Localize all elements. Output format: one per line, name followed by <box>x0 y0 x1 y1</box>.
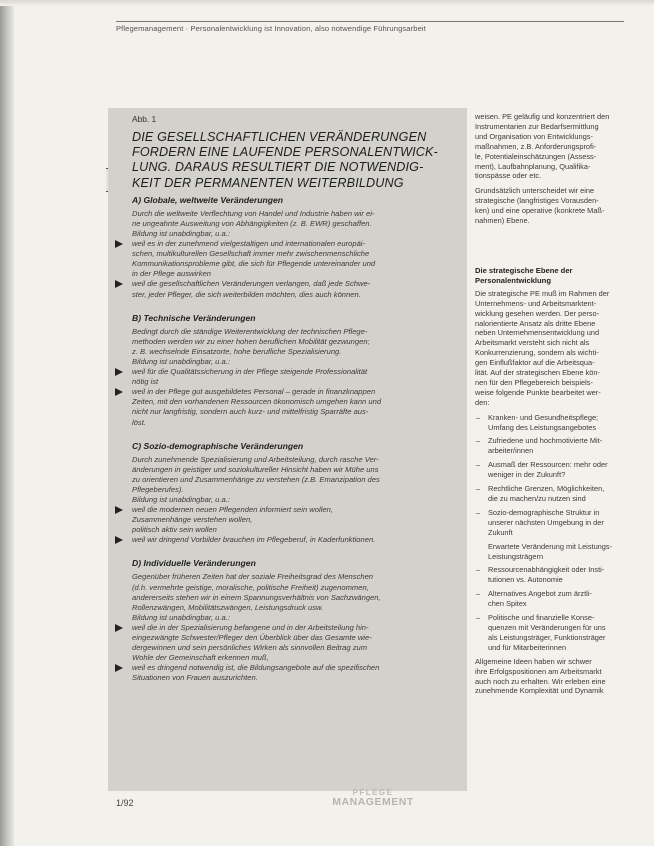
text-line: nötig ist <box>132 377 159 387</box>
dash-item <box>475 484 643 504</box>
text-line: weil die in der Spezialisierung befangene und in der Arbeitsteilung hin- <box>132 622 369 632</box>
text-line: nalorientierte Ansatz als dritte Ebene <box>475 318 596 328</box>
page-number: 1/92 <box>116 798 134 808</box>
text-line: Durch die weltweite Verflechtung von Handel und Industrie haben wir ei- <box>132 208 375 218</box>
text-line: politisch aktiv sein wollen <box>132 525 217 535</box>
scan-edge <box>0 0 14 846</box>
right-paragraph <box>475 657 643 697</box>
text-line: quenzen mit Veränderungen für uns <box>488 622 606 632</box>
heading-line: Personalentwicklung <box>475 275 551 285</box>
section-heading <box>475 266 643 286</box>
dash-item <box>475 436 643 456</box>
title-line: KEIT DER PERMANENTEN WEITERBILDUNG <box>132 175 404 190</box>
text-line: Rollenzwängen, Mobilitätszwängen, Leistungsdruck usw. <box>132 602 324 612</box>
text-line: ment), Laufbahnplanung, Qualifika- <box>475 161 591 171</box>
logo-line: MANAGEMENT <box>332 796 414 808</box>
heading-line: Die strategische Ebene der <box>475 265 573 275</box>
triangle-bullet-icon <box>115 240 123 248</box>
text-line: schen, multikulturellen Gesellschaft immer mehr zwischenmenschliche <box>132 249 370 259</box>
text-line: gen Einflußfaktor auf die Arbeitsqua- <box>475 358 595 368</box>
journal-logo <box>322 789 424 808</box>
triangle-bullet-icon <box>115 368 123 376</box>
triangle-bullet-icon <box>115 664 123 672</box>
figure-label: Abb. 1 <box>132 114 157 124</box>
text-line: ken) und eine operative (konkrete Maß- <box>475 206 605 216</box>
text-line: und für Mitarbeiterinnen <box>488 642 567 652</box>
text-line: Zusammenhänge verstehen wollen, <box>132 515 253 525</box>
text-line: Unternehmens- und Arbeitsmarktent- <box>475 298 597 308</box>
text-line: weil in der Pflege gut ausgebildetes Personal – gerade in finanzknappen <box>132 387 376 397</box>
text-line: nahmen) Ebene. <box>475 216 530 226</box>
scan-edge-top <box>0 0 654 6</box>
text-line: Allgemeine Ideen haben wir schwer <box>475 656 592 666</box>
triangle-bullet-icon <box>115 280 123 288</box>
text-line: Instrumentarien zur Bedarfsermittlung <box>475 121 599 131</box>
text-line: Gegenüber früheren Zeiten hat der soziale Freiheitsgrad des Menschen <box>132 572 374 582</box>
dash-item <box>475 508 643 538</box>
dash-item <box>475 460 643 480</box>
dash-item <box>475 565 643 585</box>
text-line: weil für die Qualitätssicherung in der Pflege steigende Professionalität <box>132 367 368 377</box>
text-line: unserer nächsten Umgebung in der <box>488 517 604 527</box>
text-line: z. B. wechselnde Einsatzorte, hohe berufliche Spezialisierung. <box>132 346 342 356</box>
text-line: ster, jeder Pfleger, die sich weiterbilden möchten, dies auch können. <box>132 289 361 299</box>
text-line: Zeiten, mit den vorhandenen Ressourcen ökonomisch umgehen kann und <box>132 397 382 407</box>
text-line: Bedingt durch die ständige Weiterentwicklung der technischen Pflege- <box>132 326 368 336</box>
text-line: in der Pflege auswirken <box>132 269 211 279</box>
dash-item <box>475 613 643 653</box>
text-line: methoden werden wir zu einer hohen beruflichen Mobilität gezwungen; <box>132 336 370 346</box>
text-line: Bildung ist unabdingbar, u.a.: <box>132 229 230 238</box>
text-line: lität. Auf der strategischen Ebene kön- <box>475 368 600 378</box>
section-c-intro <box>132 455 457 505</box>
text-line: – Sozio-demographische Struktur in <box>488 507 600 517</box>
right-paragraph <box>475 186 643 226</box>
title-line: DIE GESELLSCHAFTLICHEN VERÄNDERUNGEN <box>132 130 427 144</box>
bullet-item <box>132 535 457 545</box>
text-line: Wohle der Gemeinschaft erkennen muß, <box>132 653 269 663</box>
text-line: änderungen in geistiger und soziokultureller Hinsicht haben wir Mühe uns <box>132 464 379 474</box>
text-line: Durch zunehmende Spezialisierung und Arbeitsteilung, durch rasche Ver- <box>132 454 379 464</box>
title-line: FORDERN EINE LAUFENDE PERSONALENTWICK- <box>132 145 438 160</box>
right-column <box>475 112 643 816</box>
figure-title <box>132 130 457 191</box>
text-line: Umfang des Leistungsangebotes <box>488 422 597 432</box>
text-line: – Politische und finanzielle Konse- <box>488 613 595 623</box>
text-line: strategische (langfristiges Vorausden- <box>475 196 599 206</box>
bullet-item <box>132 623 457 663</box>
text-line: weise folgende Punkte bearbeitet wer- <box>475 387 601 397</box>
triangle-bullet-icon <box>115 624 123 632</box>
text-line: die zu machen/zu nutzen sind <box>488 494 586 503</box>
text-line: Bildung ist unabdingbar, u.a.: <box>132 356 230 366</box>
text-line: ne ungeahnte Ausweitung von Abhängigkeiten (z. B. EWR) geschaffen. <box>132 218 372 228</box>
text-line: zunehmende Komplexität und Dynamik <box>475 686 604 696</box>
text-line: Leistungsträgern <box>488 551 544 561</box>
bullet-item <box>132 387 457 427</box>
text-line: chen Spitex <box>488 599 527 609</box>
text-line: weil die gesellschaftlichen Veränderungen verlangen, daß jede Schwe- <box>132 279 371 289</box>
section-a-intro <box>132 209 457 239</box>
text-line: löst. <box>132 417 146 427</box>
text-line: Konkurrenzierung, sondern als wichti- <box>475 348 599 358</box>
text-line: Grundsätzlich unterscheidet wir eine <box>475 186 595 196</box>
title-line: LUNG. DARAUS RESULTIERT DIE NOTWENDIG- <box>132 160 424 175</box>
text-line: nicht nur langfristig, sondern auch kurz- und mittelfristig Sparräfte aus- <box>132 407 369 417</box>
text-line: den: <box>475 397 490 407</box>
text-line: maßnahmen, z.B. Anforderungsprofi- <box>475 141 597 151</box>
text-line: arbeiter/innen <box>488 446 534 456</box>
bullet-item <box>132 279 457 299</box>
section-d-title: D) Individuelle Veränderungen <box>132 558 256 569</box>
text-line: als Leistungsträger, Funktionsträger <box>488 632 606 642</box>
text-line: weil es dringend notwendig ist, die Bildungsangebote auf die spezifischen <box>132 663 380 673</box>
text-line: Situationen von Frauen auszurichten. <box>132 673 258 683</box>
text-line: weil die modernen neuen Pflegenden informiert sein wollen, <box>132 505 333 515</box>
text-line: ihre Erfolgspositionen am Arbeitsmarkt <box>475 666 602 676</box>
text-line: tutionen vs. Autonomie <box>488 575 563 585</box>
triangle-bullet-icon <box>115 536 123 544</box>
text-line: Zukunft <box>488 527 513 537</box>
section-b-intro <box>132 327 457 367</box>
text-line: weil wir dringend Vorbilder brauchen im Pflegeberuf, in Kaderfunktionen. <box>132 535 376 545</box>
dash-item <box>475 413 643 433</box>
text-line: und Organisation von Entwicklungs- <box>475 131 593 141</box>
text-line: weniger in der Zukunft? <box>488 470 566 480</box>
text-line: Die strategische PE muß im Rahmen der <box>475 288 610 298</box>
text-line: Bildung ist unabdingbar, u.a.: <box>132 612 230 622</box>
text-line: dergewinnen und sein persönliches Wirken als sinnvollen Beitrag zum <box>132 643 368 653</box>
text-line: (d.h. vermehrte geistige, moralische, politische Freiheit) zugenommen, <box>132 582 369 592</box>
bullet-item <box>132 239 457 279</box>
text-line: Erwartete Veränderung mit Leistungs- <box>488 541 613 551</box>
text-line: wicklung gesehen werden. Der perso- <box>475 308 600 318</box>
text-line: Kommunikationsprobleme gibt, die sich für Pflegende untereinander und <box>132 259 376 269</box>
text-line: Bildung ist unabdingbar, u.a.: <box>132 494 230 504</box>
text-line: andererseits stehen wir in einem Spannungsverhältnis von Sachzwängen, <box>132 592 381 602</box>
section-b-title: B) Technische Veränderungen <box>132 312 256 323</box>
text-line: – Rechtliche Grenzen, Möglichkeiten, <box>488 484 605 494</box>
text-line: auch noch zu erhalten. Wir erleben eine <box>475 676 606 686</box>
section-d-intro <box>132 572 457 622</box>
text-line: – Kranken- und Gesundheitspflege; <box>488 412 599 422</box>
indented-note <box>475 542 643 562</box>
triangle-bullet-icon <box>115 388 123 396</box>
text-line: neben Unternehmensentwicklung und <box>475 328 600 338</box>
text-line: Arbeitsmarkt versteht sich nicht als <box>475 338 590 348</box>
text-line: le, Potentialeinschätzungen (Assess- <box>475 151 597 161</box>
figure-box <box>108 108 467 791</box>
text-line: – Ressourcenabhängigkeit oder Insti- <box>488 565 605 575</box>
text-line: weil es in der zunehmend vielgestaltigen und internationalen europäi- <box>132 239 366 249</box>
text-line: weisen. PE geläufig und konzentriert den <box>475 112 610 121</box>
bullet-item <box>132 367 457 387</box>
text-line: eingezwängte Schwester/Pfleger den Überblick über das Gesamte wie- <box>132 633 372 642</box>
triangle-bullet-icon <box>115 506 123 514</box>
text-line: – Ausmaß der Ressourcen: mehr oder <box>488 460 608 470</box>
text-line: zu orientieren und Zusammenhänge zu verstehen (z.B. Emanzipation des <box>132 474 380 484</box>
bullet-item <box>132 505 457 535</box>
dash-item <box>475 589 643 609</box>
text-line: tionspässe oder etc. <box>475 171 542 181</box>
section-c-title: C) Sozio-demographische Veränderungen <box>132 440 304 451</box>
text-line: nen für den Pflegebereich beispiels- <box>475 377 593 387</box>
text-line: – Zufriedene und hochmotivierte Mit- <box>488 436 603 446</box>
logo-line: PFLEGE <box>352 788 394 797</box>
right-paragraph <box>475 289 643 408</box>
running-head: Pflegemanagement · Personalentwicklung ist Innovation, also notwendige Führungsarbeit <box>116 21 624 33</box>
bullet-item <box>132 663 457 683</box>
section-a-title: A) Globale, weltweite Veränderungen <box>132 194 284 205</box>
text-line: Pflegeberufes). <box>132 484 184 494</box>
right-paragraph <box>475 112 643 181</box>
text-line: – Alternatives Angebot zum ärztli- <box>488 589 592 599</box>
